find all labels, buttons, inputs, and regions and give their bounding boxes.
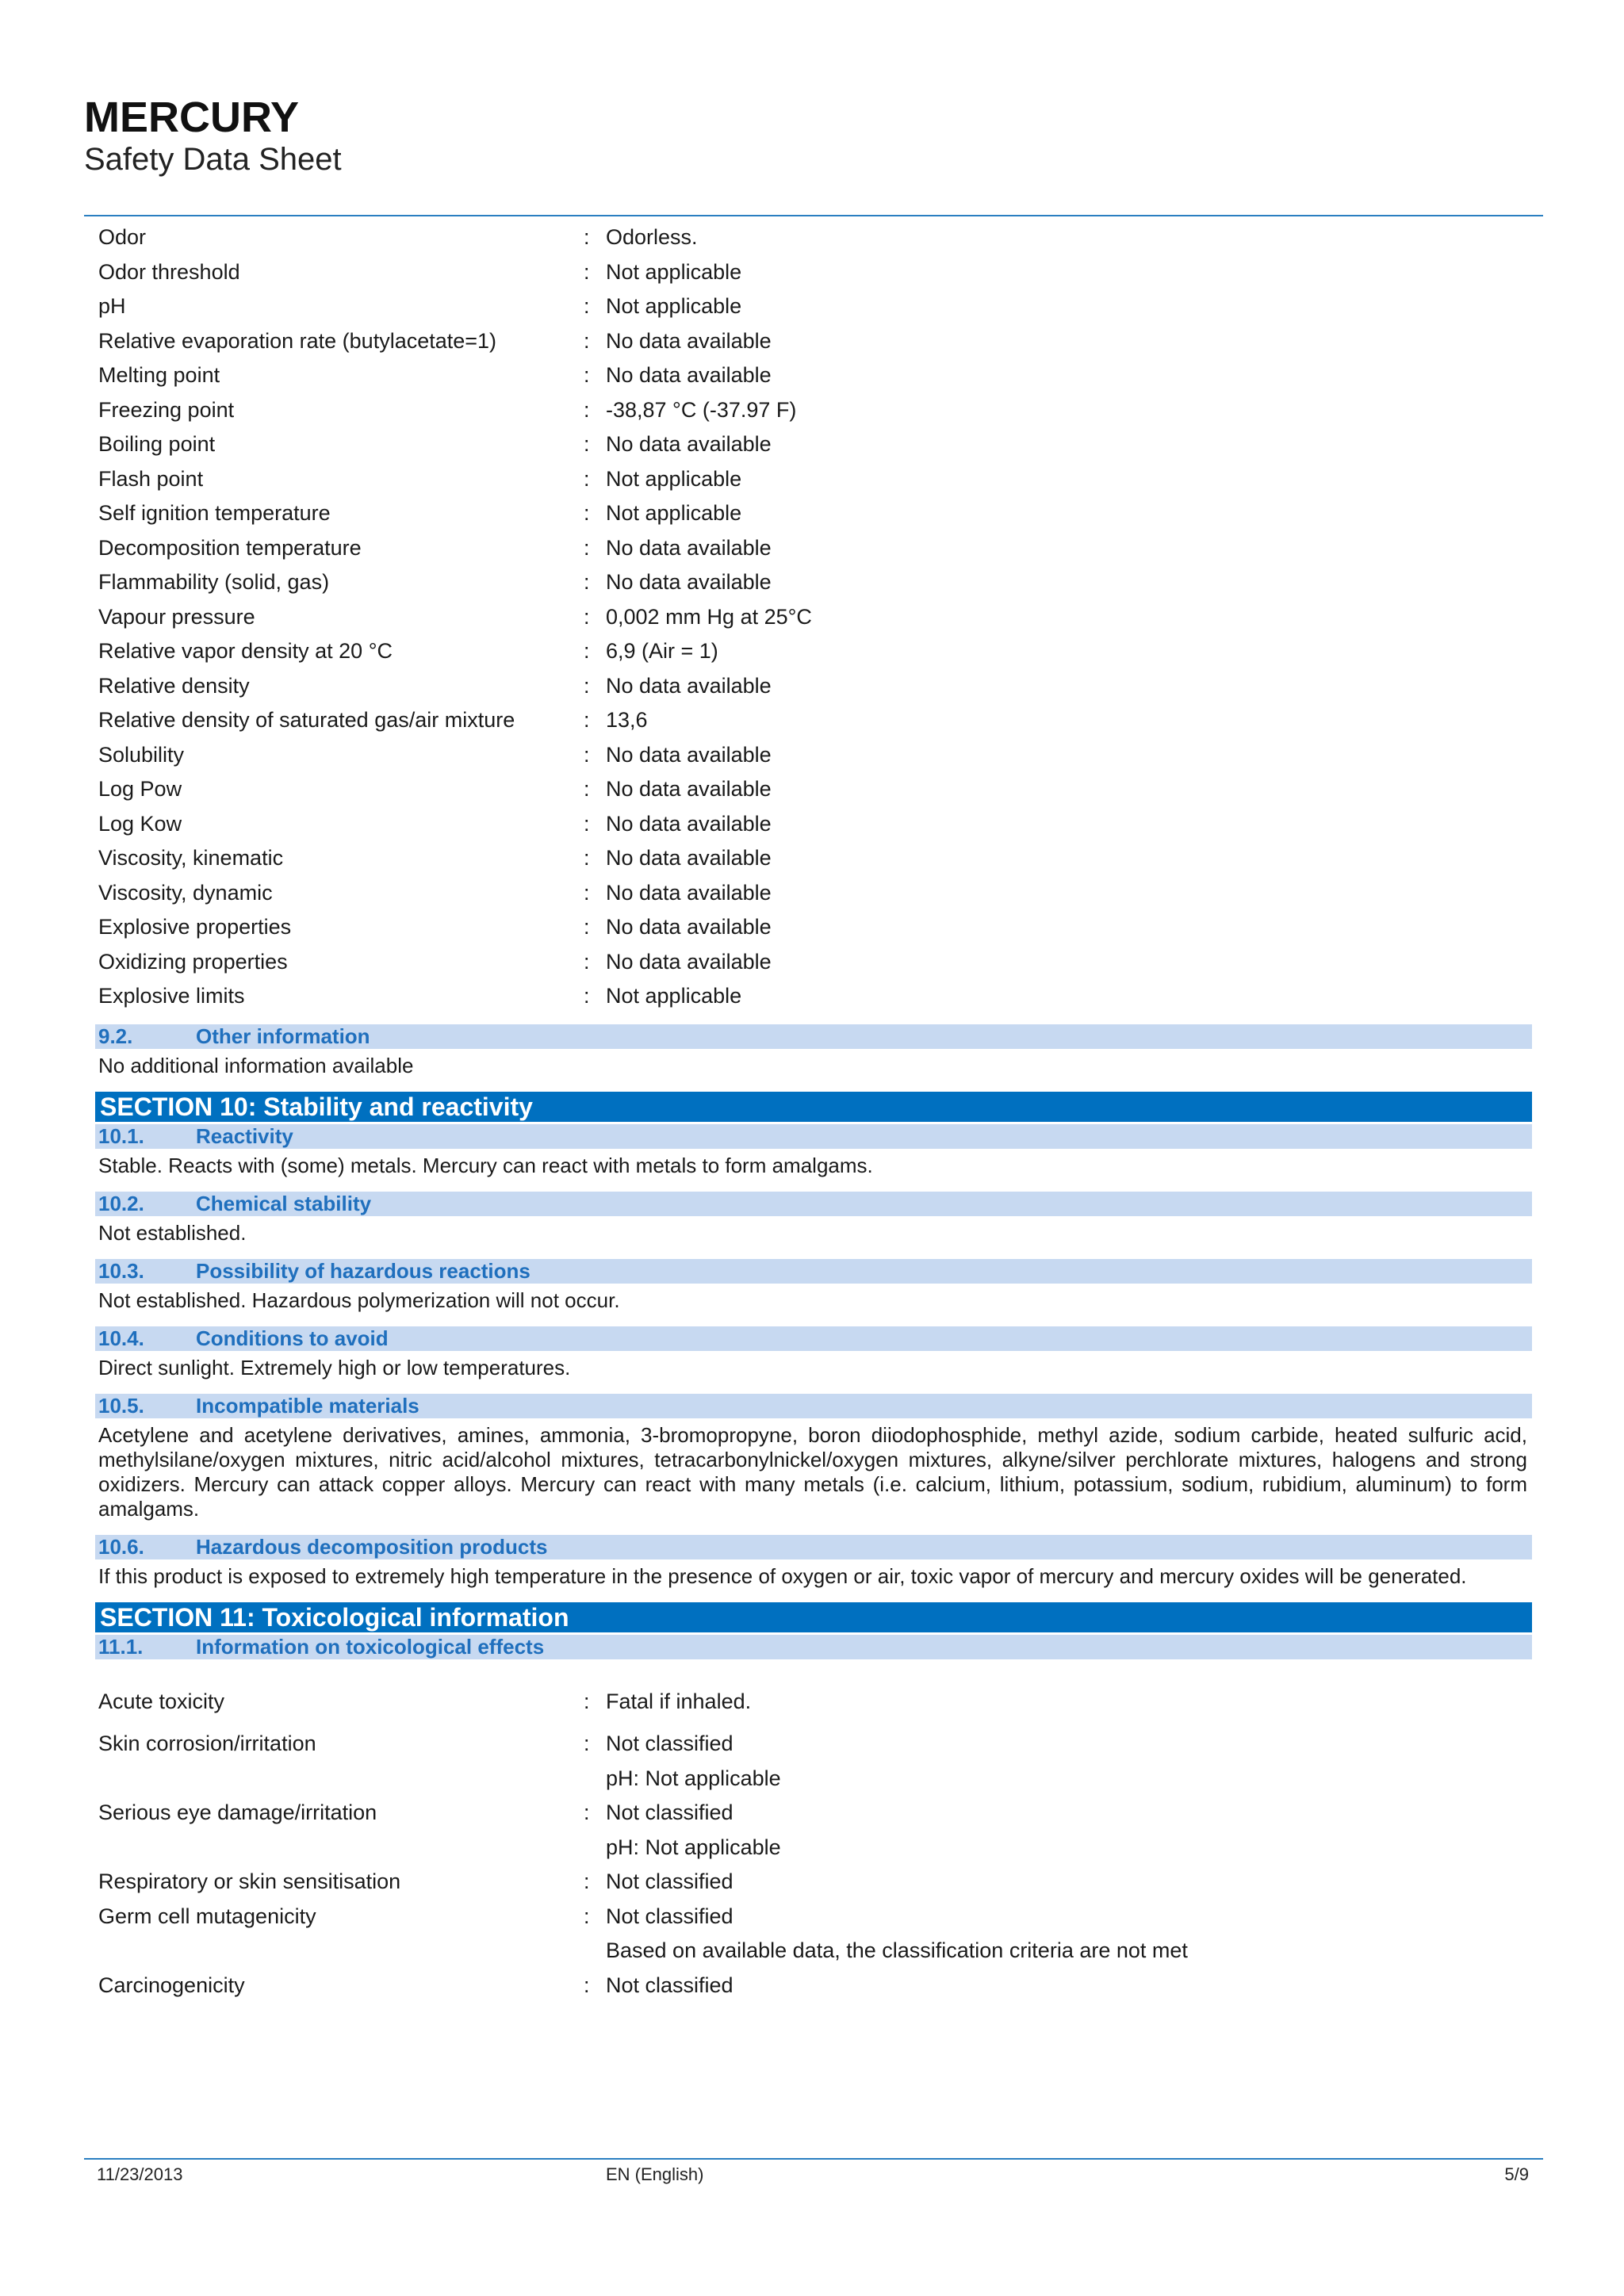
toxicology-row: Skin corrosion/irritation : Not classified [95,1727,1532,1762]
toxicology-row: Acute toxicity : Fatal if inhaled. [95,1685,1532,1720]
property-label: Explosive limits [98,984,245,1008]
property-label: Relative density [98,673,250,698]
property-value: 6,9 (Air = 1) [606,639,718,663]
hazardous-reactions-text: Not established. Hazardous polymerization will not occur. [98,1288,620,1312]
toxicology-label: Germ cell mutagenicity [98,1904,316,1928]
subsection-number: 11.1. [98,1634,144,1659]
property-row: Relative evaporation rate (butylacetate=1) : No data available [95,324,1532,359]
property-row: Boiling point : No data available [95,427,1532,462]
property-row: Viscosity, kinematic : No data available [95,841,1532,876]
subsection-number: 10.1. [98,1123,144,1148]
toxicology-row: Respiratory or skin sensitisation : Not classified [95,1865,1532,1900]
footer-divider [84,2158,1543,2160]
physical-properties-list [95,220,1532,1014]
property-value: No data available [606,328,772,353]
property-row: Log Kow : No data available [95,807,1532,842]
toxicology-row: Germ cell mutagenicity : Not classified [95,1900,1532,1934]
subsection-heading-11-1 [95,1635,1532,1659]
property-label: Self ignition temperature [98,501,331,525]
property-row: Freezing point : -38,87 °C (-37.97 F) [95,393,1532,428]
property-value: No data available [606,570,772,594]
subsection-title: Incompatible materials [196,1393,419,1418]
property-label: Flammability (solid, gas) [98,570,330,594]
property-value: No data available [606,949,772,974]
property-value: Not applicable [606,984,742,1008]
toxicology-row [95,1934,1532,1969]
toxicology-value: Fatal if inhaled. [606,1689,752,1713]
section-10-heading: SECTION 10: Stability and reactivity [95,1092,1532,1122]
subsection-heading-10-1 [95,1124,1532,1149]
property-row: Flammability (solid, gas) : No data available [95,565,1532,600]
toxicology-value: Not classified [606,1904,733,1928]
property-row: Melting point : No data available [95,358,1532,393]
chemical-stability-text: Not established. [98,1220,247,1245]
property-value: 0,002 mm Hg at 25°C [606,604,812,629]
conditions-to-avoid-text: Direct sunlight. Extremely high or low temperatures. [98,1355,571,1380]
property-value: -38,87 °C (-37.97 F) [606,397,797,422]
subsection-number: 10.5. [98,1393,144,1418]
subsection-heading-10-4 [95,1326,1532,1351]
other-information-text: No additional information available [98,1053,414,1077]
footer-date: 11/23/2013 [97,2164,183,2184]
property-label: Log Pow [98,777,182,801]
property-row: Explosive properties : No data available [95,910,1532,945]
toxicology-value: Not classified [606,1800,733,1824]
subsection-number: 10.2. [98,1191,144,1215]
property-row: Relative vapor density at 20 °C : 6,9 (Air = 1) [95,634,1532,669]
subsection-title: Hazardous decomposition products [196,1534,548,1559]
toxicology-value: pH: Not applicable [606,1835,781,1859]
property-value: No data available [606,742,772,767]
subsection-title: Information on toxicological effects [196,1634,545,1659]
toxicology-label [95,1934,584,1969]
property-value: No data available [606,432,772,456]
property-value: Not applicable [606,294,742,318]
toxicology-label: Skin corrosion/irritation [98,1732,316,1755]
property-value: No data available [606,915,772,939]
toxicology-row: Serious eye damage/irritation : Not classified [95,1796,1532,1831]
decomposition-products-text: If this product is exposed to extremely high temperature in the presence of oxygen or air, toxic vapor of mercury and mercury oxides will be generated. [98,1563,1467,1588]
subsection-title: Reactivity [196,1123,293,1148]
property-row: Explosive limits : Not applicable [95,979,1532,1014]
property-row: Odor : Odorless. [95,220,1532,255]
property-label: Relative vapor density at 20 °C [98,639,393,663]
property-value: No data available [606,880,772,905]
property-row: Relative density : No data available [95,669,1532,704]
property-row: Log Pow : No data available [95,772,1532,807]
toxicology-label: Carcinogenicity [98,1973,245,1997]
property-row: Odor threshold : Not applicable [95,255,1532,290]
subsection-title: Conditions to avoid [196,1326,389,1350]
toxicology-label: Respiratory or skin sensitisation [98,1869,401,1893]
property-row: Relative density of saturated gas/air mixture : 13,6 [95,703,1532,738]
incompatible-materials-text: Acetylene and acetylene derivatives, amines, ammonia, 3-bromopropyne, boron diiodophosphide, methyl azide, sodium carbide, heated sulfuric acid, methylsilane/oxygen mixtures, nitric acid/alcohol mixtures, tetracarbonylnickel/oxygen mixtures, alkyne/silver perchlorate mixtures, halogens and strong oxidizers. Mercury can attack copper alloys. Mercury can react with many metals (i.e. calcium, lithium, potassium, sodium, rubidium, aluminum) to form amalgams. [98,1422,1527,1521]
property-value: Odorless. [606,225,698,249]
property-value: No data available [606,535,772,560]
property-label: Solubility [98,742,185,767]
subsection-heading-10-3 [95,1259,1532,1284]
property-value: Not applicable [606,466,742,491]
subsection-heading-9-2 [95,1024,1532,1049]
toxicology-label [95,1762,584,1797]
property-row: Flash point : Not applicable [95,462,1532,497]
toxicology-value: Not classified [606,1869,733,1893]
toxicology-value: Not classified [606,1973,733,1997]
subsection-heading-10-5 [95,1394,1532,1418]
subsection-number: 10.6. [98,1534,144,1559]
reactivity-text: Stable. Reacts with (some) metals. Mercury can react with metals to form amalgams. [98,1153,873,1177]
property-label: Log Kow [98,811,182,836]
property-label: Viscosity, dynamic [98,880,273,905]
property-value: No data available [606,777,772,801]
toxicology-row [95,1762,1532,1797]
footer-language: EN (English) [606,2164,704,2184]
toxicology-list [95,1685,1532,2003]
toxicology-row: Carcinogenicity : Not classified [95,1969,1532,2003]
subsection-number: 10.3. [98,1258,144,1283]
toxicology-value: Based on available data, the classification criteria are not met [606,1938,1188,1962]
document-subtitle: Safety Data Sheet [84,142,342,177]
toxicology-label: Serious eye damage/irritation [98,1800,377,1824]
document-header [84,94,342,178]
toxicology-value: Not classified [606,1732,733,1755]
property-label: Flash point [98,466,204,491]
property-value: No data available [606,673,772,698]
property-row: Solubility : No data available [95,738,1532,773]
subsection-title: Chemical stability [196,1191,372,1215]
property-value: 13,6 [606,708,648,732]
property-row: pH : Not applicable [95,289,1532,324]
subsection-number: 10.4. [98,1326,144,1350]
property-value: No data available [606,363,772,387]
property-label: pH [98,294,126,318]
property-label: Explosive properties [98,915,292,939]
property-label: Decomposition temperature [98,535,362,560]
toxicology-label: Acute toxicity [98,1689,225,1713]
property-row: Vapour pressure : 0,002 mm Hg at 25°C [95,600,1532,635]
property-row: Oxidizing properties : No data available [95,945,1532,980]
subsection-title: Other information [196,1024,370,1048]
property-row: Decomposition temperature : No data available [95,531,1532,566]
property-label: Melting point [98,363,220,387]
property-value: Not applicable [606,501,742,525]
property-row: Self ignition temperature : Not applicable [95,496,1532,531]
property-value: Not applicable [606,259,742,284]
property-value: No data available [606,811,772,836]
property-label: Oxidizing properties [98,949,288,974]
property-label: Relative evaporation rate (butylacetate=1) [98,328,497,353]
product-title: MERCURY [84,94,300,141]
property-label: Odor [98,225,147,249]
property-row: Viscosity, dynamic : No data available [95,876,1532,911]
property-value: No data available [606,846,772,870]
toxicology-label [95,1831,584,1866]
property-label: Boiling point [98,432,216,456]
subsection-number: 9.2. [98,1024,133,1048]
page-content [95,220,1532,2003]
property-label: Freezing point [98,397,235,422]
section-11-heading: SECTION 11: Toxicological information [95,1602,1532,1632]
toxicology-row [95,1831,1532,1866]
page-number: 5/9 [1504,2164,1529,2184]
toxicology-value: pH: Not applicable [606,1766,781,1790]
subsection-heading-10-6 [95,1535,1532,1559]
property-label: Viscosity, kinematic [98,846,284,870]
header-divider [84,215,1543,216]
subsection-heading-10-2 [95,1192,1532,1216]
property-label: Relative density of saturated gas/air mixture [98,708,515,732]
property-label: Odor threshold [98,259,240,284]
property-label: Vapour pressure [98,604,255,629]
subsection-title: Possibility of hazardous reactions [196,1258,530,1283]
